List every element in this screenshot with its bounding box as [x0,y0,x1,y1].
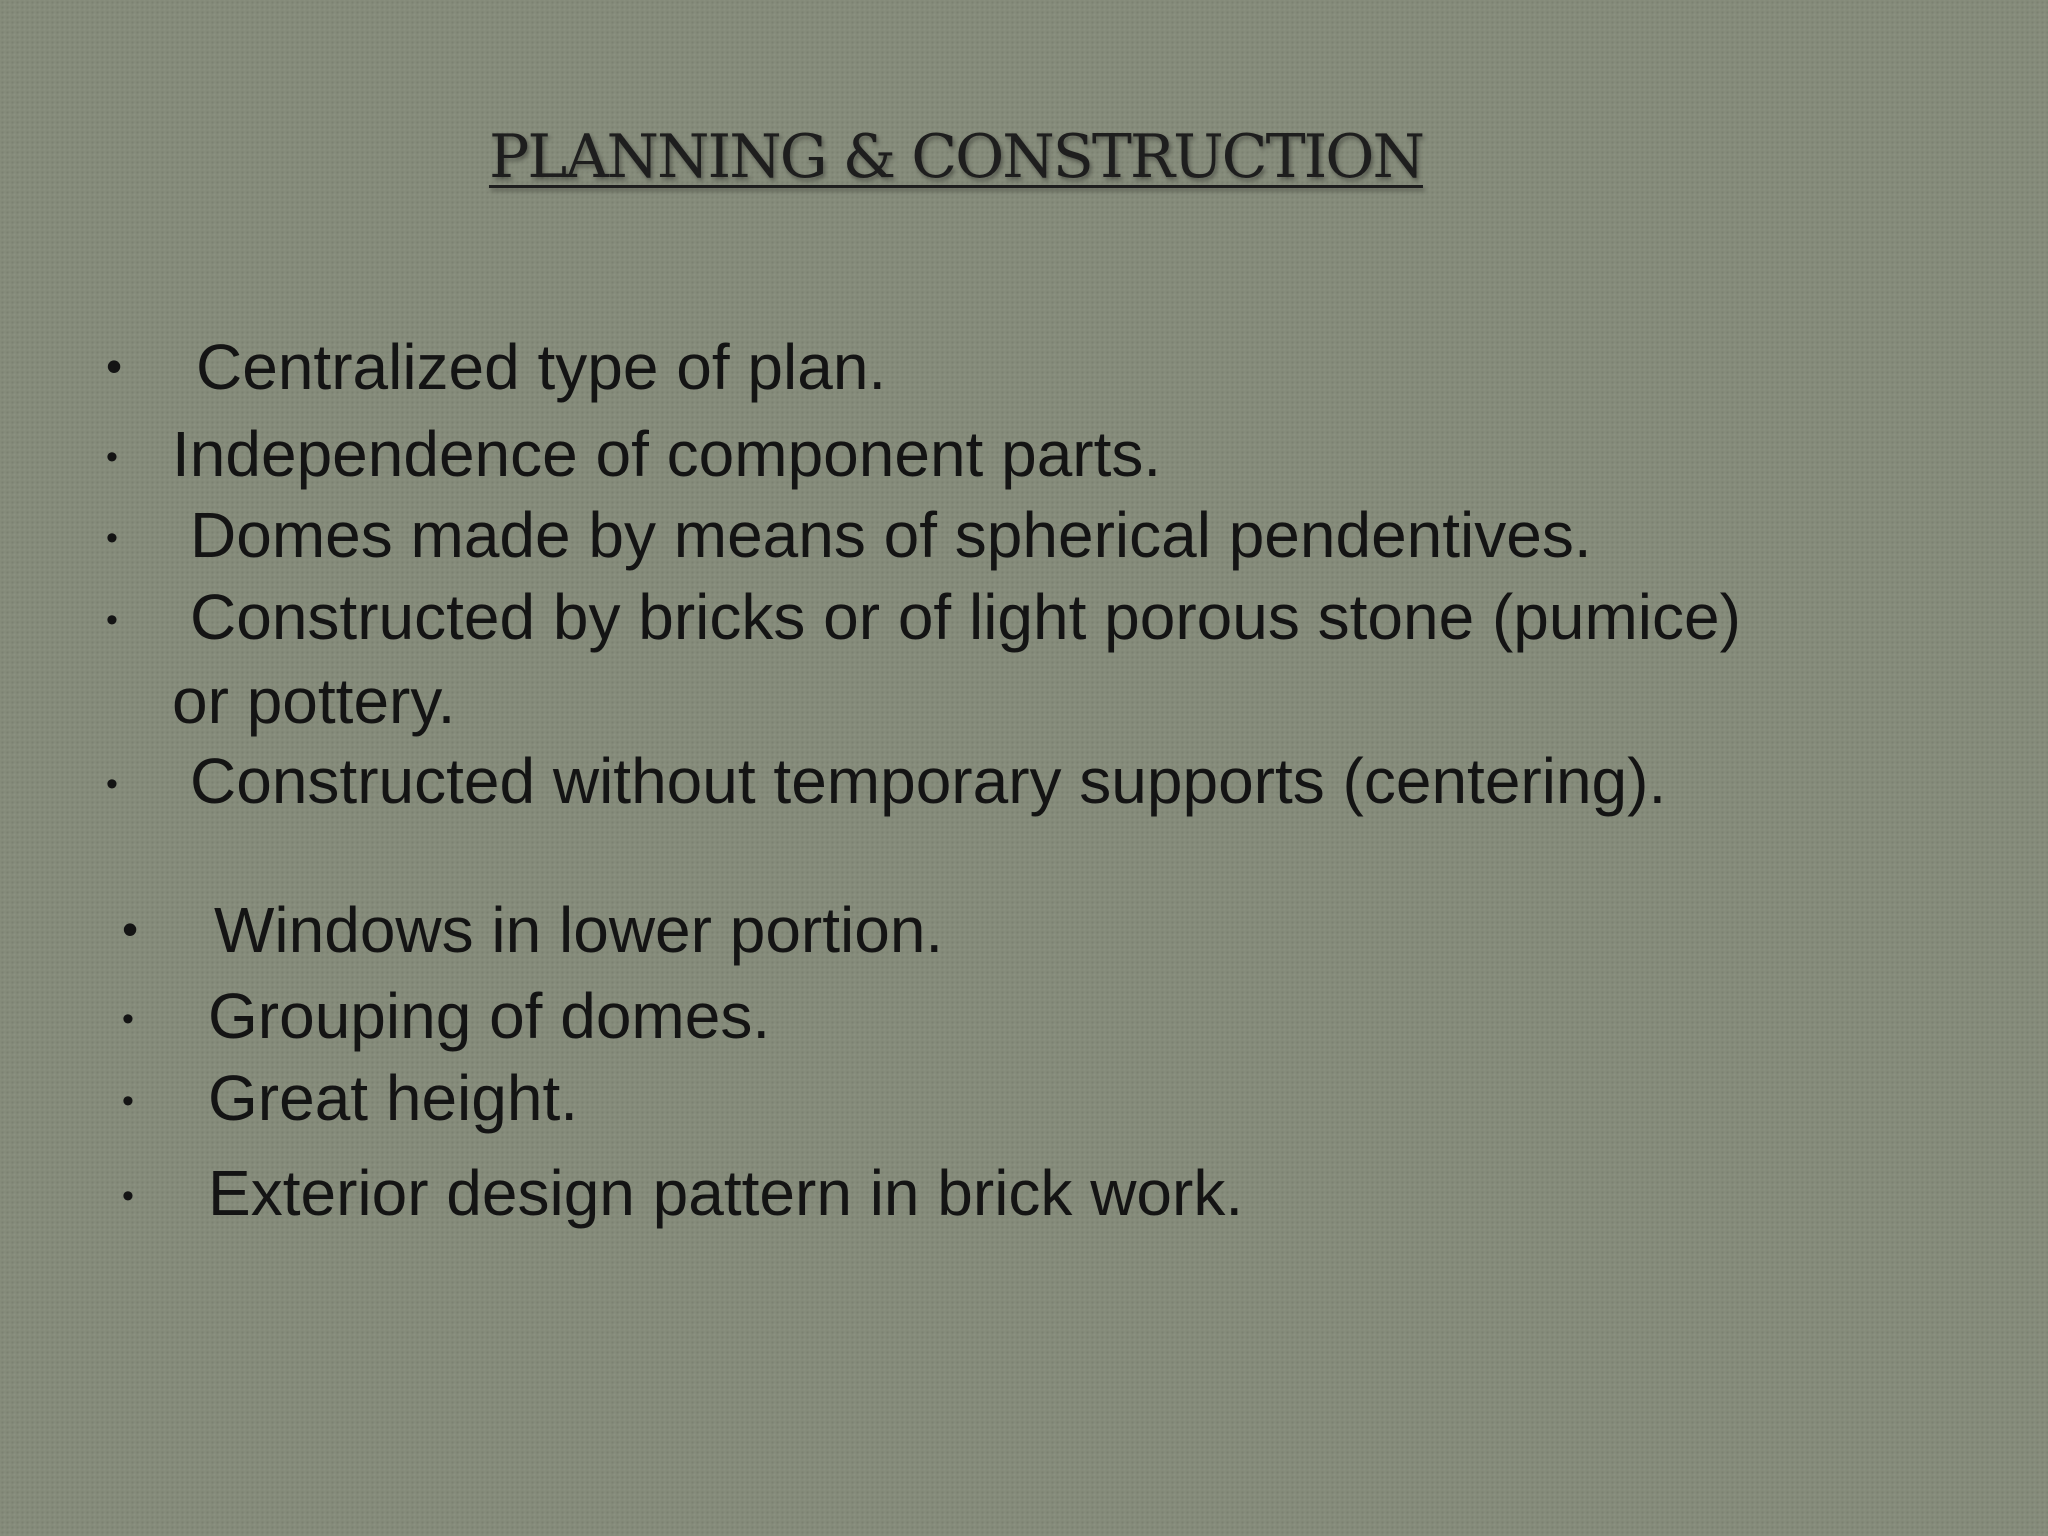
bullet-item-great-height: Great height. [208,1062,578,1134]
bullet-marker: • [106,601,118,639]
bullet-item-bricks-pumice: Constructed by bricks or of light porous stone (pumice) [190,581,1741,653]
bullet-marker: • [106,340,123,392]
slide-title: PLANNING & CONSTRUCTION [488,122,1423,192]
bullet-marker: • [106,519,118,557]
bullet-item-windows: Windows in lower portion. [214,894,944,966]
bullet-marker: • [122,903,139,955]
bullet-marker: • [106,438,118,476]
bullet-item-continuation: or pottery. [172,665,456,737]
bullet-item-no-centering: Constructed without temporary supports (centering). [190,745,1667,817]
bullet-marker: • [122,1082,134,1120]
bullet-item-independence: Independence of component parts. [172,418,1162,490]
bullet-marker: • [122,1000,134,1038]
bullet-item-domes-pendentives: Domes made by means of spherical pendentives. [190,499,1592,571]
bullet-item-centralized-plan: Centralized type of plan. [196,331,887,403]
bullet-marker: • [122,1177,134,1215]
bullet-marker: • [106,765,118,803]
bullet-item-grouping-domes: Grouping of domes. [208,980,771,1052]
bullet-item-exterior-brick: Exterior design pattern in brick work. [208,1157,1244,1229]
